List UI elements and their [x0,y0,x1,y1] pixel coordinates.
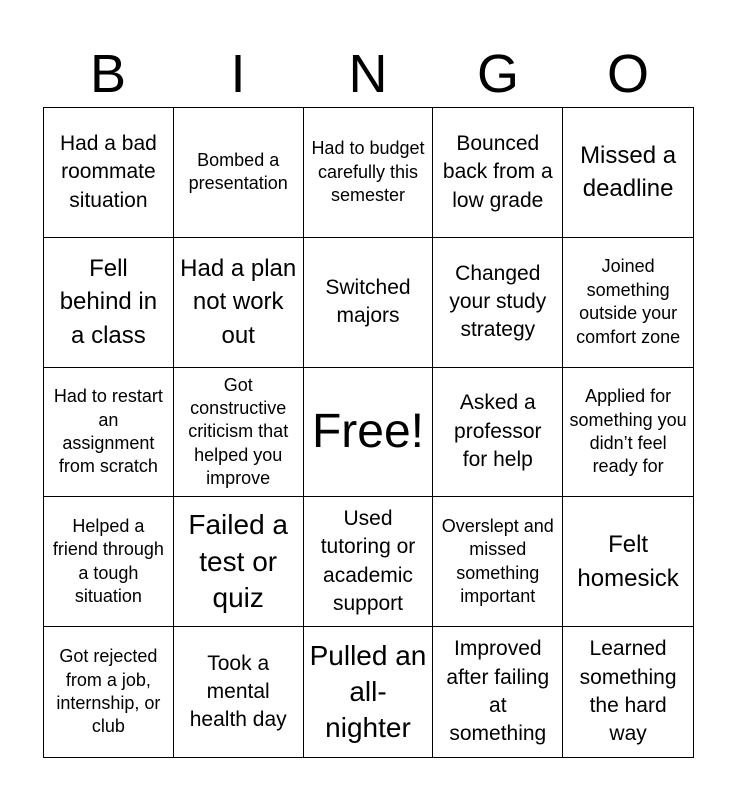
cell-label: Used tutoring or academic support [320,507,416,616]
cell-label: Had to restart an assignment from scratch [53,386,163,477]
bingo-cell[interactable] [433,627,563,757]
cell-label: Switched majors [325,275,411,328]
cell-label: Overslept and missed something important [441,516,554,607]
bingo-cell[interactable] [563,368,693,498]
cell-label: Learned something the hard way [579,637,677,746]
bingo-cell[interactable] [433,368,563,498]
bingo-cell[interactable] [44,627,174,757]
bingo-cell[interactable] [433,497,563,627]
bingo-cell[interactable] [304,497,434,627]
bingo-cell[interactable] [563,627,693,757]
cell-label: Had a bad roommate situation [59,131,157,212]
bingo-cell[interactable] [563,108,693,238]
bingo-cell[interactable] [304,238,434,368]
bingo-cell[interactable] [174,497,304,627]
cell-label: Missed a deadline [580,141,677,203]
bingo-board [43,107,694,758]
bingo-cell[interactable] [433,238,563,368]
cell-label: Helped a friend through a tough situation [52,516,164,607]
cell-label: Failed a test or quiz [188,509,288,613]
bingo-cell[interactable] [44,238,174,368]
header-letter-i: I [230,44,246,104]
bingo-cell[interactable] [433,108,563,238]
bingo-cell[interactable] [174,238,304,368]
cell-label: Bounced back from a low grade [442,131,553,212]
bingo-cell[interactable] [174,627,304,757]
cell-label: Had to budget carefully this semester [311,138,425,206]
free-space[interactable] [304,368,434,498]
bingo-cell[interactable] [44,108,174,238]
bingo-cell[interactable] [304,627,434,757]
bingo-cell[interactable] [563,238,693,368]
cell-label: Had a plan not work out [180,254,297,349]
bingo-cell[interactable] [304,108,434,238]
bingo-cell[interactable] [44,497,174,627]
header-letter-b: B [89,44,127,104]
bingo-cell[interactable] [563,497,693,627]
header-letter-o: O [606,44,649,104]
bingo-header [43,40,693,108]
cell-label: Bombed a presentation [188,150,288,194]
cell-label: Fell behind in a class [59,254,158,349]
header-letter-n: N [348,44,388,104]
cell-label: Asked a professor for help [454,391,542,472]
bingo-cell[interactable] [174,368,304,498]
bingo-cell[interactable] [174,108,304,238]
header-letter-g: G [476,44,519,104]
cell-label: Got constructive criticism that helped you improve [188,374,289,489]
cell-label: Got rejected from a job, internship, or club [56,646,161,737]
bingo-cell[interactable] [44,368,174,498]
cell-label: Improved after failing at something [446,637,550,746]
cell-label: Felt homesick [577,531,679,592]
cell-label: Took a mental health day [189,651,287,732]
cell-label: Applied for something you didn’t feel ready for [569,386,687,477]
cell-label: Pulled an all-nighter [309,639,427,744]
cell-label: Joined something outside your comfort zone [576,256,681,347]
cell-label: Changed your study strategy [449,261,547,342]
free-space-label: Free! [311,404,424,458]
